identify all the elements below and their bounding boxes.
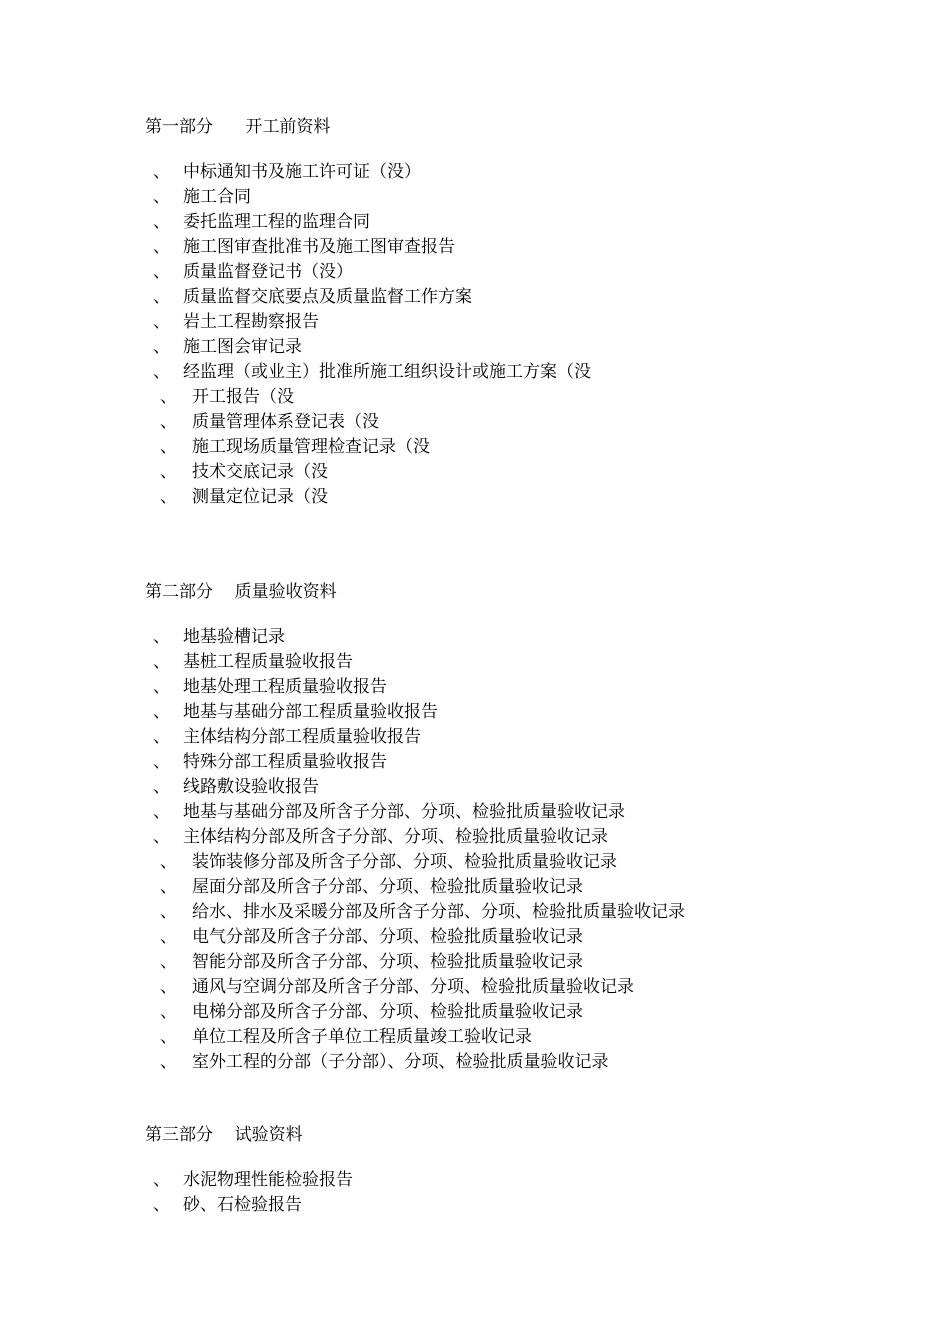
- list-marker: 、: [160, 1052, 177, 1072]
- list-item-text: 单位工程及所含子单位工程质量竣工验收记录: [192, 1027, 532, 1047]
- list-item-text: 主体结构分部及所含子分部、分项、检验批质量验收记录: [183, 827, 608, 847]
- list-marker: 、: [160, 977, 177, 997]
- list-item-text: 中标通知书及施工许可证（没）: [183, 162, 421, 182]
- list-item-text: 装饰装修分部及所含子分部、分项、检验批质量验收记录: [192, 852, 617, 872]
- list-item-text: 电梯分部及所含子分部、分项、检验批质量验收记录: [192, 1002, 583, 1022]
- list-item-text: 地基与基础分部及所含子分部、分项、检验批质量验收记录: [183, 802, 625, 822]
- list-item-text: 室外工程的分部（子分部）、分项、检验批质量验收记录: [192, 1052, 609, 1072]
- list-marker: 、: [160, 877, 177, 897]
- list-item-text: 开工报告（没: [192, 387, 294, 407]
- list-marker: 、: [153, 652, 170, 672]
- list-item-text: 质量监督交底要点及质量监督工作方案: [183, 287, 472, 307]
- list-marker: 、: [160, 902, 177, 922]
- list-marker: 、: [160, 952, 177, 972]
- list-marker: 、: [153, 777, 170, 797]
- list-item-text: 施工现场质量管理检查记录（没: [192, 437, 430, 457]
- list-item-text: 基桩工程质量验收报告: [183, 652, 353, 672]
- list-marker: 、: [160, 1027, 177, 1047]
- list-marker: 、: [153, 262, 170, 282]
- list-item-text: 岩土工程勘察报告: [183, 312, 319, 332]
- list-item-text: 屋面分部及所含子分部、分项、检验批质量验收记录: [192, 877, 583, 897]
- list-marker: 、: [160, 412, 177, 432]
- list-marker: 、: [153, 287, 170, 307]
- list-marker: 、: [160, 1002, 177, 1022]
- list-item-text: 线路敷设验收报告: [183, 777, 319, 797]
- list-item-text: 施工合同: [183, 187, 251, 207]
- list-marker: 、: [160, 852, 177, 872]
- list-marker: 、: [153, 1195, 170, 1215]
- list-item-text: 地基处理工程质量验收报告: [183, 677, 387, 697]
- list-item-text: 质量管理体系登记表（没: [192, 412, 379, 432]
- list-item-text: 特殊分部工程质量验收报告: [183, 752, 387, 772]
- list-item-text: 地基验槽记录: [183, 627, 285, 647]
- list-item-text: 施工图审查批准书及施工图审查报告: [183, 237, 455, 257]
- list-item-text: 主体结构分部工程质量验收报告: [183, 727, 421, 747]
- section-heading-1: 第一部分 开工前资料: [145, 117, 331, 137]
- list-item-text: 水泥物理性能检验报告: [183, 1170, 353, 1190]
- list-marker: 、: [160, 927, 177, 947]
- list-item-text: 地基与基础分部工程质量验收报告: [183, 702, 438, 722]
- list-marker: 、: [160, 487, 177, 507]
- list-marker: 、: [153, 187, 170, 207]
- list-marker: 、: [153, 162, 170, 182]
- section-heading-3: 第三部分 试验资料: [145, 1125, 303, 1145]
- list-item-text: 施工图会审记录: [183, 337, 302, 357]
- list-item-text: 给水、排水及采暖分部及所含子分部、分项、检验批质量验收记录: [192, 902, 685, 922]
- list-marker: 、: [153, 752, 170, 772]
- list-marker: 、: [160, 437, 177, 457]
- list-item-text: 委托监理工程的监理合同: [183, 212, 370, 232]
- list-item-text: 砂、石检验报告: [183, 1195, 302, 1215]
- list-marker: 、: [160, 387, 177, 407]
- list-item-text: 经监理（或业主）批准所施工组织设计或施工方案（没: [183, 362, 591, 382]
- list-marker: 、: [153, 627, 170, 647]
- list-marker: 、: [153, 677, 170, 697]
- section-heading-2: 第二部分 质量验收资料: [145, 582, 337, 602]
- list-item-text: 智能分部及所含子分部、分项、检验批质量验收记录: [192, 952, 583, 972]
- list-item-text: 电气分部及所含子分部、分项、检验批质量验收记录: [192, 927, 583, 947]
- list-marker: 、: [153, 802, 170, 822]
- list-marker: 、: [153, 702, 170, 722]
- list-marker: 、: [153, 362, 170, 382]
- list-marker: 、: [153, 727, 170, 747]
- list-item-text: 通风与空调分部及所含子分部、分项、检验批质量验收记录: [192, 977, 634, 997]
- list-item-text: 测量定位记录（没: [192, 487, 328, 507]
- list-marker: 、: [153, 827, 170, 847]
- list-item-text: 技术交底记录（没: [192, 462, 328, 482]
- list-marker: 、: [153, 212, 170, 232]
- list-marker: 、: [153, 337, 170, 357]
- list-item-text: 质量监督登记书（没）: [183, 262, 353, 282]
- list-marker: 、: [160, 462, 177, 482]
- list-marker: 、: [153, 312, 170, 332]
- list-marker: 、: [153, 1170, 170, 1190]
- list-marker: 、: [153, 237, 170, 257]
